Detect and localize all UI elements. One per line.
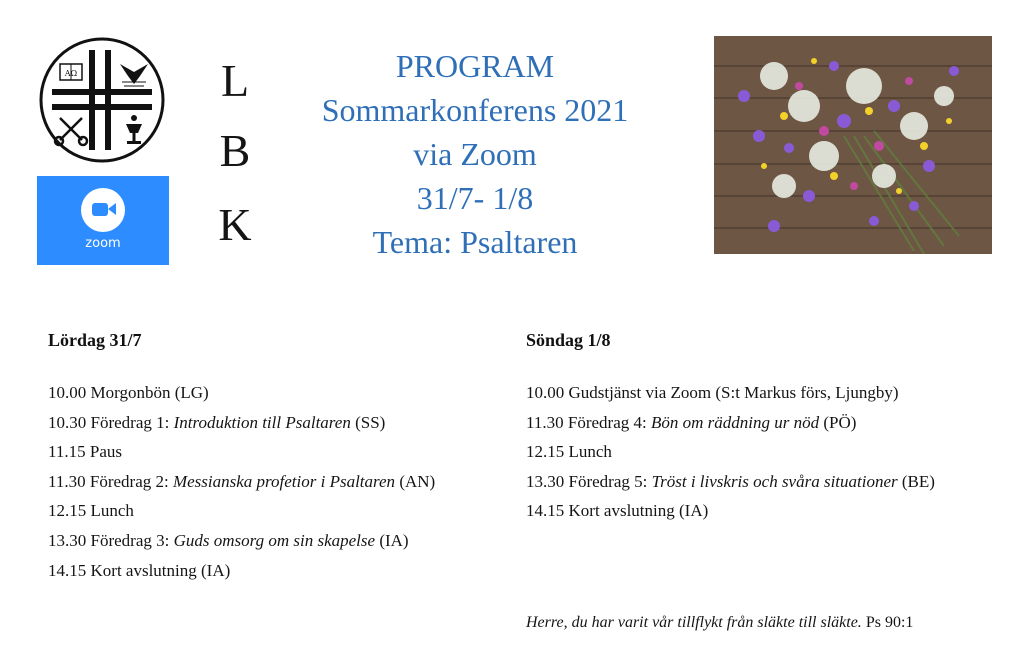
sunday-schedule [526, 378, 935, 526]
program-title [290, 44, 660, 264]
title-line-via-zoom: via Zoom [413, 136, 537, 172]
title-line-theme: Tema: Psaltaren [372, 224, 578, 260]
schedule-item: 13.30 Föredrag 5: Tröst i livskris och svåra situationer (BE) [526, 471, 935, 491]
schedule-item: 11.30 Föredrag 4: Bön om räddning ur nöd (PÖ) [526, 412, 857, 432]
verse-text: Herre, du har varit vår tillflykt från släkte till släkte. [526, 614, 862, 631]
zoom-wordmark: zoom [85, 236, 121, 251]
title-line-conference: Sommarkonferens 2021 [321, 92, 629, 128]
book-icon [60, 64, 82, 80]
lbk-letter-k: K [218, 199, 252, 250]
video-camera-icon [81, 188, 125, 232]
schedule-item: 10.30 Föredrag 1: Introduktion till Psaltaren (SS) [48, 412, 386, 432]
schedule-item: 12.15 Lunch [48, 501, 134, 521]
schedule-item: 13.30 Föredrag 3: Guds omsorg om sin skapelse (IA) [48, 530, 409, 550]
verse-reference: Ps 90:1 [861, 614, 914, 631]
church-seal-logo [38, 36, 166, 164]
schedule-item: 12.15 Lunch [526, 442, 612, 462]
svg-text:ΑΩ: ΑΩ [64, 69, 78, 78]
schedule-item: 10.00 Gudstjänst via Zoom (S:t Markus förs, Ljungby) [526, 383, 899, 402]
schedule-item: 11.15 Paus [48, 442, 122, 462]
saturday-schedule [48, 378, 435, 585]
schedule-item: 14.15 Kort avslutning (IA) [48, 560, 231, 580]
schedule-item: 14.15 Kort avslutning (IA) [526, 501, 709, 521]
title-line-dates: 31/7- 1/8 [416, 180, 534, 216]
schedule-item: 11.30 Föredrag 2: Messianska profetior i Psaltaren (AN) [48, 471, 436, 491]
sunday-heading: Söndag 1/8 [526, 330, 611, 350]
schedule-item: 10.00 Morgonbön (LG) [48, 383, 209, 402]
lbk-letter-l: L [220, 55, 250, 106]
lbk-letter-b: B [219, 125, 251, 176]
wildflower-photo [714, 36, 992, 254]
zoom-logo [37, 176, 169, 265]
title-line-program: PROGRAM [395, 48, 555, 84]
saturday-heading: Lördag 31/7 [48, 330, 142, 350]
bible-verse [526, 614, 913, 632]
